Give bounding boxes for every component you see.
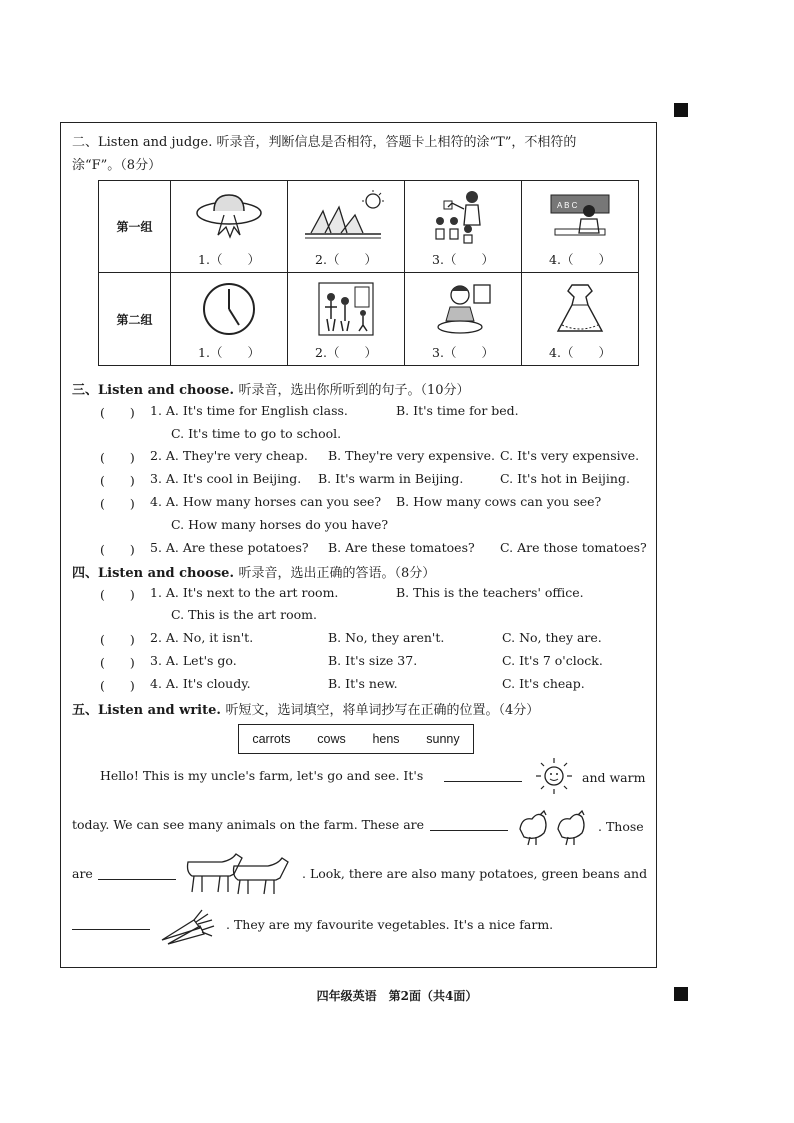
s4-q2-c: C. No, they are.	[502, 630, 602, 645]
word-bank-word: hens	[372, 732, 400, 746]
girl-watering-flowers-icon	[428, 187, 498, 247]
group1-label: 第一组	[99, 181, 171, 273]
hat-icon	[194, 189, 264, 245]
s3-q3-a: 3. A. It's cool in Beijing.	[150, 471, 302, 486]
s3-q1-paren[interactable]: ( )	[100, 405, 135, 420]
group2-label: 第二组	[99, 273, 171, 366]
opera-house-icon	[301, 189, 391, 245]
s4-q2-b: B. No, they aren't.	[328, 630, 445, 645]
blank-1[interactable]	[444, 770, 522, 786]
passage-line4-b: . They are my favourite vegetables. It's a nice farm.	[226, 917, 554, 932]
g2-item4	[522, 273, 639, 366]
blank-2[interactable]	[430, 819, 508, 835]
section4-title: 四、Listen and choose. 听录音，选出正确的答语。（8分）	[72, 566, 436, 581]
section2-title: 二、Listen and judge. 听录音，判断信息是否相符，答题卡上相符的涂“T”，不相符的	[72, 135, 577, 150]
blank-3[interactable]	[98, 868, 176, 884]
s3-q5-b: B. Are these tomatoes?	[328, 540, 475, 555]
passage-line3-b: . Look, there are also many potatoes, green beans and	[302, 866, 648, 881]
g1-item2-num: 2.（ ）	[315, 252, 377, 267]
g1-item1-num: 1.（ ）	[198, 252, 260, 267]
dress-icon	[550, 279, 610, 339]
s3-q2-b: B. They're very expensive.	[328, 448, 495, 463]
word-bank	[238, 724, 474, 754]
g1-item2	[288, 181, 405, 273]
s4-q1-paren[interactable]: ( )	[100, 587, 135, 602]
s3-q5-paren[interactable]: ( )	[100, 542, 135, 557]
word-bank-word: sunny	[426, 732, 460, 746]
s3-q2-paren[interactable]: ( )	[100, 450, 135, 465]
s4-q4-b: B. It's new.	[328, 676, 398, 691]
s4-q4-a: 4. A. It's cloudy.	[150, 676, 251, 691]
g2-item3	[405, 273, 522, 366]
registration-mark-top	[674, 103, 688, 117]
g1-item3-num: 3.（ ）	[432, 252, 494, 267]
s4-q4-paren[interactable]: ( )	[100, 678, 135, 693]
s3-q2-a: 2. A. They're very cheap.	[150, 448, 308, 463]
blank-4[interactable]	[72, 918, 150, 934]
s3-q4-c: C. How many horses do you have?	[171, 517, 389, 532]
section5-title: 五、Listen and write. 听短文，选词填空，将单词抄写在正确的位置。（4分）	[72, 703, 540, 718]
g1-item4	[522, 181, 639, 273]
g2-item4-num: 4.（ ）	[549, 345, 611, 360]
passage-line2-b: . Those	[598, 819, 644, 834]
s4-q3-a: 3. A. Let's go.	[150, 653, 237, 668]
s3-q4-b: B. How many cows can you see?	[396, 494, 602, 509]
sun-icon	[534, 756, 574, 796]
g1-item3	[405, 181, 522, 273]
s3-q4-paren[interactable]: ( )	[100, 496, 135, 511]
s4-q1-a: 1. A. It's next to the art room.	[150, 585, 339, 600]
g2-item2	[288, 273, 405, 366]
s4-q2-paren[interactable]: ( )	[100, 632, 135, 647]
g1-item1	[171, 181, 288, 273]
page-footer: 四年级英语 第2面（共4面）	[316, 989, 478, 1003]
boy-eating-icon	[428, 279, 498, 339]
carrots-icon	[158, 906, 218, 946]
s3-q4-a: 4. A. How many horses can you see?	[150, 494, 382, 509]
family-at-door-icon	[311, 279, 381, 339]
s4-q3-paren[interactable]: ( )	[100, 655, 135, 670]
s4-q2-a: 2. A. No, it isn't.	[150, 630, 254, 645]
s3-q3-c: C. It's hot in Beijing.	[500, 471, 630, 486]
s4-q4-c: C. It's cheap.	[502, 676, 585, 691]
s3-q2-c: C. It's very expensive.	[500, 448, 640, 463]
teacher-at-board-icon	[545, 189, 615, 245]
word-bank-word: cows	[317, 732, 346, 746]
passage-line1-b: and warm	[582, 770, 646, 785]
s3-q1-a: 1. A. It's time for English class.	[150, 403, 348, 418]
s3-q3-paren[interactable]: ( )	[100, 473, 135, 488]
passage-line3-a: are	[72, 866, 93, 881]
hens-icon	[514, 805, 596, 849]
s4-q3-c: C. It's 7 o'clock.	[502, 653, 603, 668]
g2-item2-num: 2.（ ）	[315, 345, 377, 360]
s3-q3-b: B. It's warm in Beijing.	[318, 471, 464, 486]
section2-title-line2: 涂“F”。（8分）	[72, 158, 162, 173]
s3-q5-c: C. Are those tomatoes?	[500, 540, 647, 555]
clock-icon	[199, 279, 259, 339]
s4-q1-b: B. This is the teachers' office.	[396, 585, 584, 600]
g2-item1-num: 1.（ ）	[198, 345, 260, 360]
svg-text:A B C: A B C	[557, 201, 578, 210]
s3-q1-c: C. It's time to go to school.	[171, 426, 342, 441]
word-bank-word: carrots	[252, 732, 291, 746]
cows-icon	[182, 846, 294, 896]
g1-item4-num: 4.（ ）	[549, 252, 611, 267]
passage-line1-a: Hello! This is my uncle's farm, let's go and see. It's	[100, 768, 424, 783]
s4-q3-b: B. It's size 37.	[328, 653, 418, 668]
s3-q5-a: 5. A. Are these potatoes?	[150, 540, 309, 555]
picture-table	[98, 180, 639, 366]
passage-line2-a: today. We can see many animals on the farm. These are	[72, 817, 425, 832]
g2-item1	[171, 273, 288, 366]
section3-title: 三、Listen and choose. 听录音，选出你所听到的句子。（10分）	[72, 383, 470, 398]
s3-q1-b: B. It's time for bed.	[396, 403, 519, 418]
g2-item3-num: 3.（ ）	[432, 345, 494, 360]
s4-q1-c: C. This is the art room.	[171, 607, 317, 622]
